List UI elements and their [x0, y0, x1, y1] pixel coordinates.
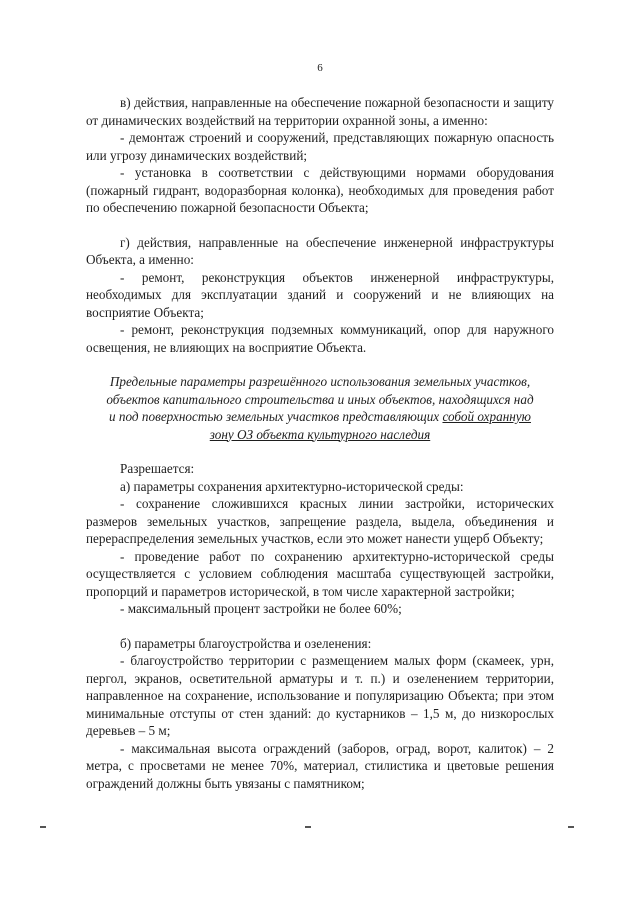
heading-text: Предельные параметры разрешённого использования земельных участков, объектов капитального строительства и иных объектов, находящихся над и под поверхностью земельных участков представляющих	[106, 374, 534, 424]
params-a-title: а) параметры сохранения архитектурно-исторической среды:	[120, 478, 464, 494]
params-a-item-1: - сохранение сложившихся красных линии застройки, исторических размеров земельных участков, запрещение раздела, выдела, объединения и перераспределения земельных участков, если это может нанести ущерб Объекту;	[86, 496, 554, 546]
spacer	[86, 443, 554, 460]
section-g-item-1: - ремонт, реконструкция объектов инженерной инфраструктуры, необходимых для эксплуатации зданий и сооружений и не влияющих на восприятие Объекта;	[86, 269, 554, 320]
scan-mark	[568, 826, 574, 828]
spacer	[86, 356, 554, 373]
heading-underlined-text: собой охранную зону ОЗ объекта культурного наследия	[209, 409, 531, 442]
spacer	[86, 618, 554, 635]
permitted-label: Разрешается:	[120, 461, 195, 476]
section-heading	[86, 373, 554, 443]
scan-mark	[305, 826, 311, 828]
params-b-title: б) параметры благоустройства и озеленения:	[120, 635, 372, 651]
section-v-item-2: - установка в соответствии с действующими нормами оборудования (пожарный гидрант, водоразборная колонка), необходимых для проведения работ по обеспечению пожарной безопасности Объекта;	[86, 165, 554, 215]
params-b-item-2: - максимальная высота ограждений (заборов, оград, ворот, калиток) – 2 метра, с просветами не менее 70%, материал, стилистика и цветовые решения ограждений должны быть увязаны с памятником;	[86, 740, 554, 791]
section-g-item-2: - ремонт, реконструкция подземных коммуникаций, опор для наружного освещения, не влияющих на восприятие Объекта.	[86, 322, 554, 355]
section-v-item-1: - демонтаж строений и сооружений, представляющих пожарную опасность или угрозу динамических воздействий;	[86, 130, 554, 163]
document-body	[86, 94, 554, 792]
spacer	[86, 217, 554, 234]
page-number: 6	[317, 62, 323, 74]
scan-mark	[40, 826, 46, 828]
params-a-item-2: - проведение работ по сохранению архитектурно-исторической среды осуществляется с условием соблюдения масштаба существующей застройки, пропорций и параметров исторической, в том числе характерной застройки;	[86, 548, 554, 599]
section-g-intro: г) действия, направленные на обеспечение инженерной инфраструктуры Объекта, а именно:	[86, 234, 554, 267]
params-b-item-1: - благоустройство территории с размещением малых форм (скамеек, урн, пергол, экранов, осветительной арматуры и т. п.) и озеленением территории, направленное на сохранение, использование и популяризацию Объекта; при этом минимальные отступы от стен зданий: до кустарников – 1,5 м, до низкорослых деревьев – 5 м;	[86, 653, 554, 738]
params-a-item-3: - максимальный процент застройки не более 60%;	[120, 601, 402, 616]
section-v-intro: в) действия, направленные на обеспечение пожарной безопасности и защиту от динамических воздействий на территории охранной зоны, а именно:	[86, 95, 554, 128]
